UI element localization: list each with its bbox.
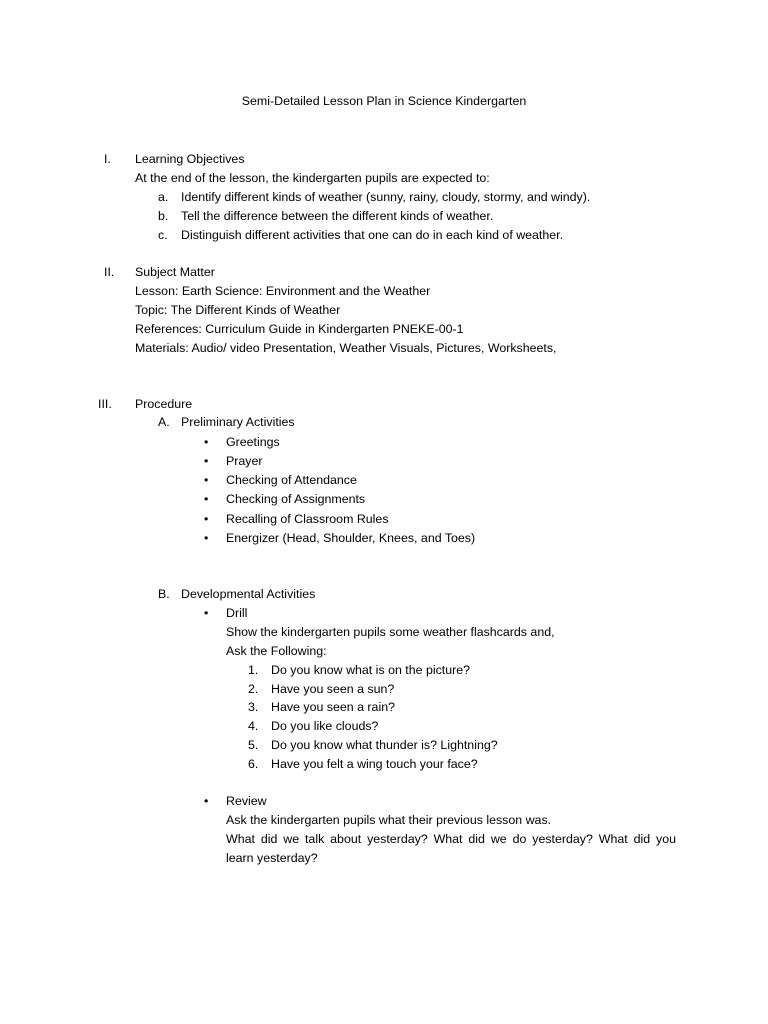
question-number: 1. — [248, 663, 259, 677]
question-number: 3. — [248, 700, 259, 714]
objective-marker: a. — [158, 190, 169, 204]
question-number: 2. — [248, 682, 259, 696]
objective-item: Distinguish different activities that one can do in each kind of weather. — [181, 228, 564, 242]
question-number: 4. — [248, 719, 259, 733]
list-item: Checking of Assignments — [226, 492, 366, 506]
list-item: Prayer — [226, 454, 263, 468]
objective-marker: b. — [158, 209, 169, 223]
bullet-icon: • — [204, 606, 209, 620]
section-2-heading: Subject Matter — [135, 265, 215, 279]
list-item: Recalling of Classroom Rules — [226, 512, 389, 526]
objective-marker: c. — [158, 228, 168, 242]
bullet-icon: • — [204, 454, 209, 468]
list-item: Greetings — [226, 435, 280, 449]
part-b-heading: Developmental Activities — [181, 587, 316, 601]
bullet-icon: • — [204, 512, 209, 526]
question-text: Do you know what is on the picture? — [271, 663, 471, 677]
list-item: Checking of Attendance — [226, 473, 357, 487]
subject-line: Topic: The Different Kinds of Weather — [135, 303, 341, 317]
section-3-numeral: III. — [98, 397, 112, 411]
question-number: 6. — [248, 757, 259, 771]
subject-line: Materials: Audio/ video Presentation, Weather Visuals, Pictures, Worksheets, — [135, 341, 557, 355]
review-heading: Review — [226, 794, 267, 808]
bullet-icon: • — [204, 794, 209, 808]
section-1-numeral: I. — [104, 152, 111, 166]
bullet-icon: • — [204, 531, 209, 545]
question-text: Have you seen a rain? — [271, 700, 395, 714]
review-line: What did we talk about yesterday? What did we do yesterday? What did you — [226, 832, 676, 846]
review-line: Ask the kindergarten pupils what their previous lesson was. — [226, 813, 552, 827]
part-a-heading: Preliminary Activities — [181, 415, 295, 429]
list-item: Energizer (Head, Shoulder, Knees, and Toes) — [226, 531, 476, 545]
bullet-icon: • — [204, 492, 209, 506]
section-1-heading: Learning Objectives — [135, 152, 245, 166]
page-title: Semi-Detailed Lesson Plan in Science Kindergarten — [241, 94, 527, 108]
question-text: Have you felt a wing touch your face? — [271, 757, 478, 771]
drill-heading: Drill — [226, 606, 248, 620]
question-number: 5. — [248, 738, 259, 752]
part-a-marker: A. — [158, 415, 170, 429]
bullet-icon: • — [204, 435, 209, 449]
objective-item: Tell the difference between the different kinds of weather. — [181, 209, 494, 223]
section-1-intro: At the end of the lesson, the kindergarten pupils are expected to: — [135, 171, 490, 185]
bullet-icon: • — [204, 473, 209, 487]
review-line: learn yesterday? — [226, 851, 318, 865]
part-b-marker: B. — [158, 587, 170, 601]
objective-item: Identify different kinds of weather (sunny, rainy, cloudy, stormy, and windy). — [181, 190, 591, 204]
question-text: Do you know what thunder is? Lightning? — [271, 738, 498, 752]
subject-line: References: Curriculum Guide in Kindergarten PNEKE-00-1 — [135, 322, 464, 336]
subject-line: Lesson: Earth Science: Environment and the Weather — [135, 284, 431, 298]
question-text: Have you seen a sun? — [271, 682, 395, 696]
drill-line: Show the kindergarten pupils some weather flashcards and, — [226, 625, 555, 639]
section-2-numeral: II. — [104, 265, 115, 279]
drill-line: Ask the Following: — [226, 644, 327, 658]
question-text: Do you like clouds? — [271, 719, 379, 733]
section-3-heading: Procedure — [135, 397, 193, 411]
